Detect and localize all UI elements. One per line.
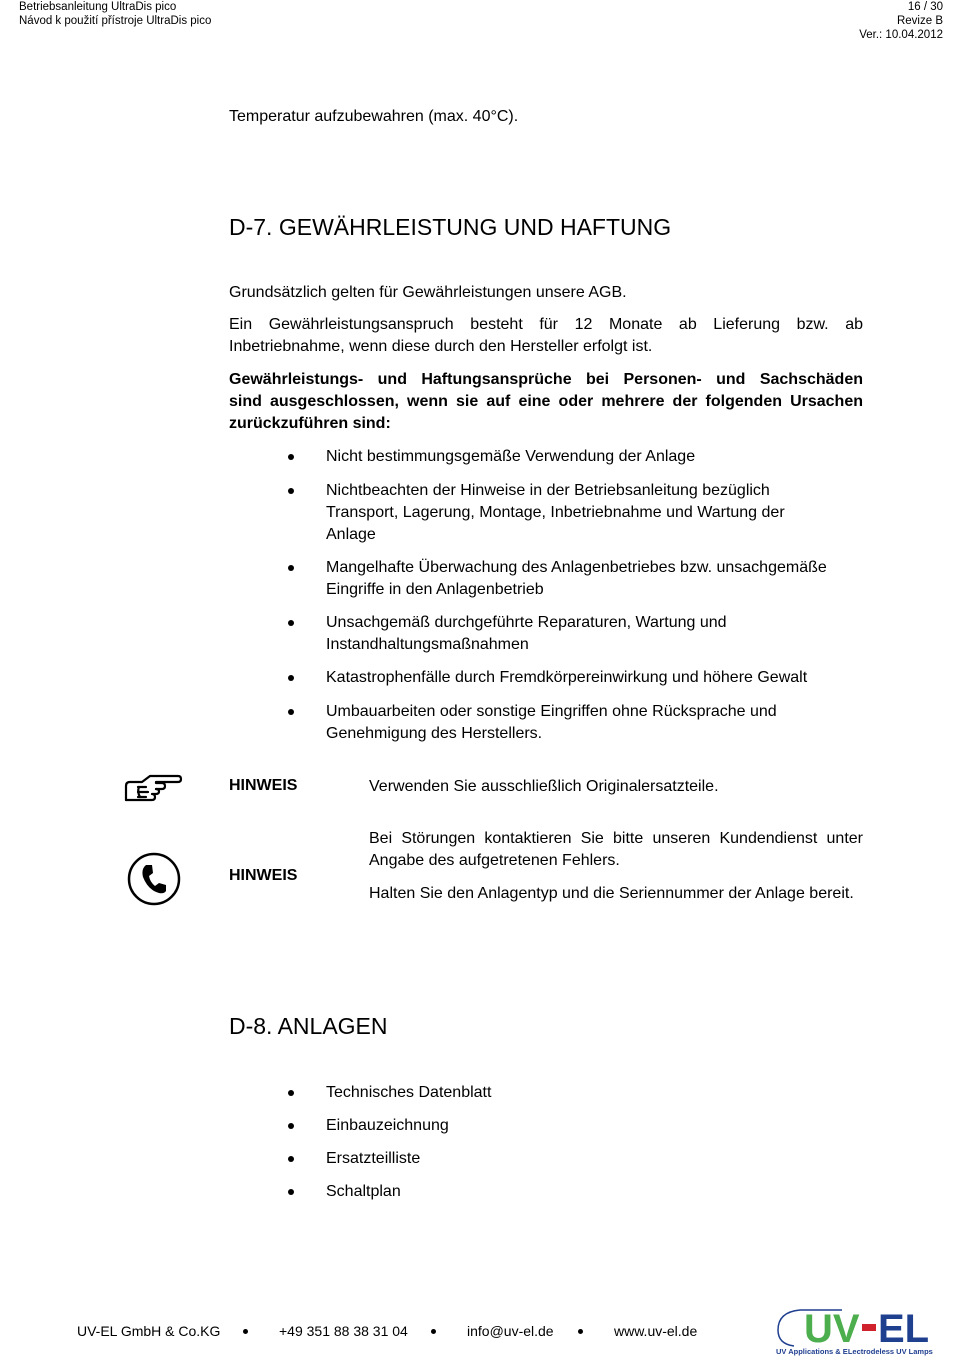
list-item: Mangelhafte Überwachung des Anlagenbetriebes bzw. unsachgemäße Eingriffe in den Anlagenbetrieb: [286, 557, 846, 601]
bullet-icon: [288, 620, 294, 626]
list-item: Ersatzteilliste: [286, 1148, 846, 1170]
warranty-line-1: Ein Gewährleistungsanspruch besteht für 12 Monate ab Lieferung bzw. ab: [229, 316, 863, 333]
notice-label: HINWEIS: [229, 777, 298, 794]
footer-web[interactable]: www.uv-el.de: [614, 1323, 698, 1339]
notice-text-2: Halten Sie den Anlagentyp und die Seriennummer der Anlage bereit.: [369, 885, 854, 902]
exclusions-line-2: sind ausgeschlossen, wenn sie auf eine oder mehrere der folgenden Ursachen: [229, 393, 863, 410]
doc-title-de: Betriebsanleitung UltraDis pico: [19, 1, 177, 13]
causes-list: [286, 446, 846, 745]
list-item: Technisches Datenblatt: [286, 1082, 846, 1104]
list-item: Nichtbeachten der Hinweise in der Betriebsanleitung bezüglich Transport, Lagerung, Montage, Inbetriebnahme und Wartung der Anlage: [286, 480, 846, 546]
notice-text: [369, 828, 863, 905]
list-item: Umbauarbeiten oder sonstige Eingriffen ohne Rücksprache und Genehmigung des Herstellers.: [286, 701, 846, 745]
list-item: Unsachgemäß durchgeführte Reparaturen, Wartung und Instandhaltungsmaßnahmen: [286, 612, 846, 656]
bullet-icon: [288, 1189, 294, 1195]
page-number: 16 / 30: [907, 1, 943, 13]
uv-el-logo: [770, 1304, 940, 1356]
bullet-icon: [288, 675, 294, 681]
bullet-icon: [288, 454, 294, 460]
version-date: Ver.: 10.04.2012: [859, 29, 943, 41]
footer-phone: +49 351 88 38 31 04: [279, 1323, 408, 1339]
warranty-line-2: Inbetriebnahme, wenn diese durch den Hersteller erfolgt ist.: [229, 338, 653, 355]
paragraph-exclusions: [229, 369, 863, 435]
uv-el-logo-graphic: [770, 1304, 940, 1356]
header-right: [859, 0, 943, 42]
list-item: Schaltplan: [286, 1181, 846, 1203]
logo-tagline: UV Applications & ELectrodeless UV Lamps: [776, 1347, 933, 1356]
bullet-icon: [288, 1090, 294, 1096]
logo-uv-text: UV: [804, 1307, 860, 1351]
bullet-icon: [288, 488, 294, 494]
list-item: Einbauzeichnung: [286, 1115, 846, 1137]
list-item: Katastrophenfälle durch Fremdkörpereinwirkung und höhere Gewalt: [286, 667, 846, 689]
notice-label: HINWEIS: [229, 867, 298, 884]
list-item: Nicht bestimmungsgemäße Verwendung der Anlage: [286, 446, 846, 468]
attachments-list: [286, 1082, 846, 1203]
paragraph-warranty-period: [229, 314, 863, 358]
bullet-icon: [288, 1156, 294, 1162]
bullet-icon: [288, 1123, 294, 1129]
bullet-icon: [288, 565, 294, 571]
section-heading-d8: D-8. ANLAGEN: [229, 1013, 388, 1039]
pointing-hand-icon: [122, 770, 184, 806]
logo-el-text: EL: [878, 1307, 930, 1351]
revision: Revize B: [896, 15, 943, 27]
paragraph-agb: Grundsätzlich gelten für Gewährleistungen unsere AGB.: [229, 284, 627, 301]
telephone-icon: [126, 851, 182, 907]
footer-email[interactable]: info@uv-el.de: [467, 1323, 554, 1339]
footer-company: UV-EL GmbH & Co.KG: [77, 1323, 221, 1339]
section-heading-d7: D-7. GEWÄHRLEISTUNG UND HAFTUNG: [229, 214, 672, 240]
footer-separator-icon: [578, 1329, 583, 1334]
notice-text-1: Bei Störungen kontaktieren Sie bitte unseren Kundendienst unter Angabe des aufgetretenen Fehlers.: [369, 830, 863, 869]
footer-separator-icon: [431, 1329, 436, 1334]
exclusions-line-3: zurückzuführen sind:: [229, 415, 391, 432]
header-left: [19, 0, 211, 28]
intro-line: Temperatur aufzubewahren (max. 40°C).: [229, 108, 519, 125]
bullet-icon: [288, 709, 294, 715]
doc-title-cz: Návod k použití přístroje UltraDis pico: [19, 15, 212, 27]
exclusions-line-1: Gewährleistungs- und Haftungsansprüche bei Personen- und Sachschäden: [229, 371, 863, 388]
footer-separator-icon: [243, 1329, 248, 1334]
notice-text: Verwenden Sie ausschließlich Originalersatzteile.: [369, 778, 719, 795]
